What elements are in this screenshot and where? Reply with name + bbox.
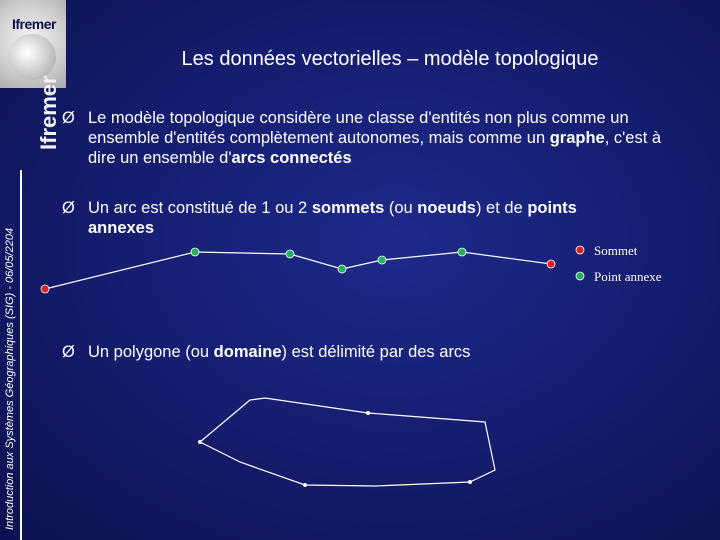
bullet-text: Le modèle topologique considère une classe d'entités non plus comme un ensemble d'entités complètement autonomes, mais comme un graphe, c'est à dire un ensemble d'arcs connectés xyxy=(88,109,662,167)
arc-line xyxy=(45,252,551,289)
bullet-arrow-icon: Ø xyxy=(62,343,75,361)
sommet-node xyxy=(547,260,555,268)
polygon-node xyxy=(366,411,370,415)
bullet-text: Un polygone (ou domaine) est délimité par des arcs xyxy=(88,343,471,361)
sommet-node xyxy=(41,285,49,293)
annexe-node xyxy=(191,248,199,256)
polygon-node xyxy=(303,483,307,487)
annexe-node xyxy=(458,248,466,256)
annexe-node xyxy=(286,250,294,258)
polygon-arc-upper xyxy=(200,398,495,482)
legend-annexe-marker xyxy=(576,272,584,280)
bullet-arrow-icon: Ø xyxy=(62,199,75,217)
slide-title: Les données vectorielles – modèle topologique xyxy=(181,48,599,70)
polygon-node xyxy=(468,480,472,484)
polygon-node xyxy=(198,440,202,444)
vertical-brand: Ifremer xyxy=(36,75,61,150)
legend-annexe-label: Point annexe xyxy=(594,269,662,284)
bullet-text: Un arc est constitué de 1 ou 2 sommets (ou noeuds) et de points annexes xyxy=(88,199,577,237)
polygon-arc-lower xyxy=(200,442,470,486)
course-label: Introduction aux Systèmes Géographiques (SIG) - 06/05/2204 xyxy=(4,227,16,530)
legend-sommet-label: Sommet xyxy=(594,243,638,258)
logo-text: Ifremer xyxy=(12,16,56,32)
annexe-node xyxy=(378,256,386,264)
annexe-node xyxy=(338,265,346,273)
legend-sommet-marker xyxy=(576,246,584,254)
bullet-arrow-icon: Ø xyxy=(62,109,75,127)
